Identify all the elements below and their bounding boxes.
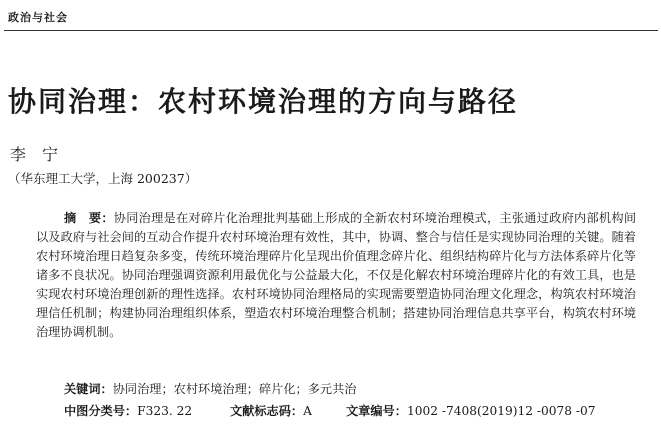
author-affiliation: （华东理工大学，上海 200237） xyxy=(8,171,198,186)
keywords-label: 关键词： xyxy=(64,382,113,396)
clc-label: 中图分类号： xyxy=(64,404,138,418)
article-number-label: 文章编号： xyxy=(346,404,407,418)
doc-code-label: 文献标志码： xyxy=(230,404,304,418)
header-rule xyxy=(4,30,658,31)
article-number-value: 1002 -7408(2019)12 -0078 -07 xyxy=(406,404,596,418)
article-number-item xyxy=(346,402,596,419)
clc-value: F323. 22 xyxy=(137,404,193,418)
doc-code-item xyxy=(230,402,312,419)
abstract-text: 协同治理是在对碎片化治理批判基础上形成的全新农村环境治理模式，主张通过政府内部机构间以及政府与社会间的互动合作提升农村环境治理有效性，其中，协调、整合与信任是实现协同治理的关键。随着农村环境治理日趋复杂多变，传统环境治理碎片化呈现出价值理念碎片化、组织结构碎片化与方法体系碎片化等诸多不良状况。协同治理强调资源利用最优化与公益最大化，不仅是化解农村环境治理碎片化的有效工具，也是实现农村环境治理创新的理性选择。农村环境协同治理格局的实现需要塑造协同治理文化理念，构筑农村环境治理信任机制；构建协同治理组织体系，塑造农村环境治理整合机制；搭建协同治理信息共享平台，构筑农村环境治理协调机制。 xyxy=(36,211,637,339)
author-name: 李 宁 xyxy=(10,145,59,164)
article-title: 协同治理：农村环境治理的方向与路径 xyxy=(8,85,519,118)
doc-code-value: A xyxy=(303,404,312,418)
abstract xyxy=(36,209,636,342)
keywords xyxy=(64,380,357,397)
section-tag: 政治与社会 xyxy=(8,11,68,24)
keywords-text: 协同治理；农村环境治理；碎片化；多元共治 xyxy=(112,382,357,396)
clc-item xyxy=(64,402,192,419)
abstract-label: 摘 要： xyxy=(64,211,114,225)
